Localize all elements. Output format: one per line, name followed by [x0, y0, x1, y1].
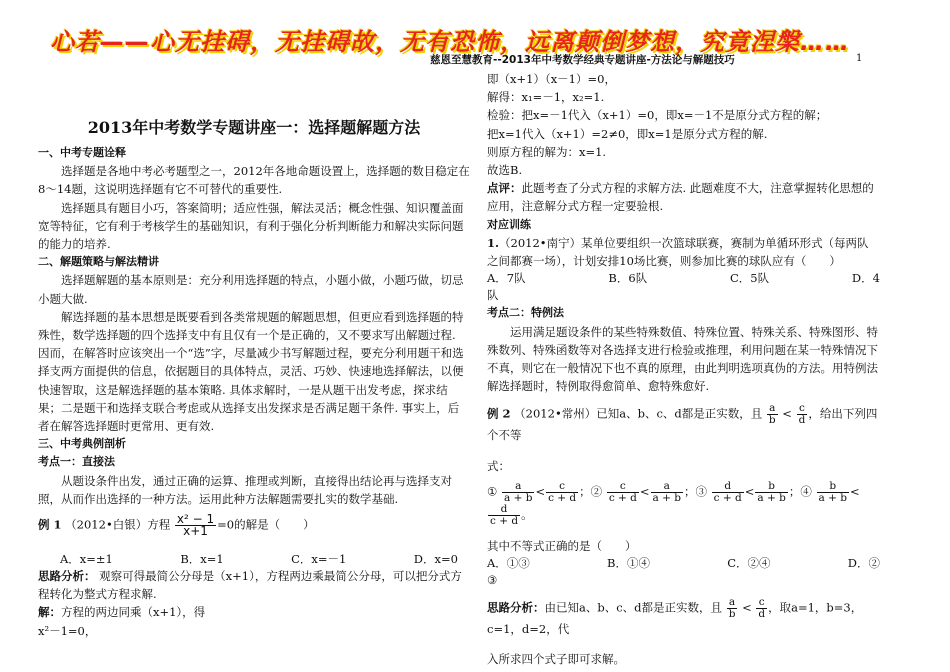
marker: 。 — [521, 507, 533, 522]
denominator: d — [798, 414, 806, 427]
comment — [487, 179, 880, 215]
marker: ；② — [579, 484, 603, 499]
paragraph: 选择题是各地中考必考题型之一，2012年各地命题设置上，选择题的数目稳定在8～14题，这说明选择题有它不可替代的重要性. — [38, 164, 470, 197]
paragraph: 选择题具有题目小巧，答案简明；适应性强，解法灵活；概念性强、知识覆盖面宽等特征，它有利于考核学生的基础知识，有利于强化分析判断能力和解决实际问题的能力的培养. — [38, 200, 464, 252]
analysis-2-cont: 入所求四个式子即可求解。 — [487, 652, 625, 667]
option-d: D．x=0 — [413, 552, 458, 567]
solution-step: 则原方程的解为：x=1. — [487, 144, 607, 159]
numerator: a — [663, 479, 670, 492]
page-number: 1 — [856, 53, 863, 64]
paragraph: 运用满足题设条件的某些特殊数值、特殊位置、特殊关系、特殊图形、特殊数列、特殊函数等对各选择支进行检验或推理，利用问题在某一特殊情况下不真，则它在一般情况下也不真的原理，由此判明选项真伪的方法。用特例法解选择题时，特例取得愈简单、愈特殊愈好. — [487, 324, 878, 394]
section-1-heading: 一、中考专题诠释 — [38, 146, 126, 159]
example-2-options — [487, 555, 880, 571]
denominator: a + b — [652, 491, 681, 504]
solution-text: 方程的两边同乘（x+1），得 — [61, 605, 206, 620]
option-a: A．7队 — [487, 271, 526, 286]
less-than: < — [742, 600, 752, 615]
fraction — [817, 481, 849, 504]
equation-rhs: =0 — [217, 517, 235, 532]
example-question: 的解是（ ） — [234, 517, 315, 532]
marker: ；③ — [684, 484, 707, 499]
analysis-text: 观察可得最简公分母是（x+1），方程两边乘最简公分母，可以把分式方程转化为整式方程求解. — [38, 569, 462, 602]
option-a: A．①③ — [487, 556, 530, 571]
comment-label: 点评： — [487, 181, 522, 196]
example-1-options — [38, 551, 470, 567]
comment-text: 此题考查了分式方程的求解方法. 此题难度不大，注意掌握转化思想的应用，注意解分式方程一定要验根. — [487, 181, 874, 214]
analysis — [38, 567, 470, 603]
solution-step: 即（x+1）（x－1）=0， — [487, 72, 616, 86]
fraction — [502, 481, 534, 504]
topic-2-heading: 考点二：特例法 — [487, 306, 564, 320]
numerator: a — [769, 402, 776, 415]
less-than: < — [744, 484, 755, 499]
numerator: b — [768, 479, 775, 492]
analysis-label: 思路分析： — [487, 600, 545, 615]
example-text: ，给出下列四个不等 — [487, 406, 878, 443]
numerator: d — [724, 479, 732, 492]
solution-step: 解得：x₁=－1，x₂=1. — [487, 90, 605, 105]
example-1 — [38, 514, 470, 537]
fraction-c-d — [756, 597, 767, 620]
example-label: 例 1 — [38, 517, 62, 532]
analysis-text: 由已知a、b、c、d都是正实数，且 — [544, 600, 723, 615]
which-question: 其中不等式正确的是（ ） — [487, 538, 637, 553]
solution-step: 故选B. — [487, 163, 523, 178]
numerator: a — [728, 596, 736, 609]
denominator: c + d — [548, 491, 577, 504]
numerator: d — [500, 502, 508, 515]
question-text: （2012•南宁）某单位要组织一次篮球联赛，赛制为单循环形式（每两队之间都赛一场），计划安排10场比赛，则参加比赛的球队应有（ ） — [487, 235, 869, 269]
marker: ① — [487, 484, 498, 499]
fraction — [607, 481, 639, 504]
fraction — [712, 481, 744, 504]
left-column — [38, 60, 470, 640]
banner-motto: 心若——心无挂碍，无挂碍故，无有恐怖，远离颠倒梦想，究竟涅槃…… — [50, 28, 850, 56]
fraction — [755, 481, 787, 504]
fraction-a-b — [767, 403, 778, 426]
denominator: a + b — [503, 491, 533, 504]
option-c: C．5队 — [730, 271, 770, 286]
practice-heading: 对应训练 — [487, 217, 531, 231]
denominator: b — [768, 414, 776, 427]
analysis-text: ，取a=1，b=3，c=1，d=2，代 — [487, 600, 863, 637]
denominator: b — [728, 608, 736, 621]
example-label: 例 2 — [487, 406, 511, 421]
right-column — [487, 70, 880, 669]
fraction-c-d — [797, 403, 808, 426]
fraction-a-b — [727, 597, 738, 620]
denominator: c + d — [713, 491, 742, 504]
option-b: B．6队 — [608, 271, 648, 286]
solution — [38, 603, 470, 621]
page-header: 慈恩至慧教育--2013年中考数学经典专题讲座-方法论与解题技巧 — [430, 54, 735, 66]
practice-1-options — [487, 270, 880, 286]
denominator: x+1 — [175, 525, 216, 537]
solution-step: 把x=1代入（x+1）=2≠0，即x=1是原分式方程的解. — [487, 126, 768, 141]
numerator: c — [758, 596, 765, 609]
example-source: （2012•白银）方程 — [65, 517, 171, 532]
option-d: D．4 — [851, 271, 880, 286]
option-d-tail: 队 — [487, 288, 499, 303]
topic-1-heading: 考点一：直接法 — [38, 455, 115, 469]
paragraph: 从题设条件出发，通过正确的运算、推理或判断，直接得出结论再与选择支对照，从而作出选择的一种方法。运用此种方法解题需要扎实的数学基础. — [38, 473, 452, 506]
denominator: c + d — [608, 491, 637, 504]
option-b: B．x=1 — [180, 552, 224, 567]
option-c: C．x=－1 — [291, 552, 347, 567]
less-than: < — [639, 484, 650, 499]
option-d: D．② — [847, 556, 880, 571]
fraction — [546, 481, 578, 504]
paragraph: 选择题解题的基本原则是：充分利用选择题的特点，小题小做，小题巧做，切忌小题大做. — [38, 273, 464, 306]
analysis-2 — [487, 597, 880, 638]
denominator: a + b — [818, 491, 847, 504]
fraction — [651, 481, 683, 504]
numerator: x² − 1 — [176, 512, 215, 527]
option-b: B．①④ — [607, 556, 650, 571]
solution-label: 解： — [38, 605, 61, 620]
numerator: c — [559, 479, 566, 492]
option-a: A．x=±1 — [60, 552, 113, 567]
less-than: < — [535, 484, 546, 499]
section-3-heading: 三、中考典例剖析 — [38, 437, 126, 451]
page-title: 2013年中考数学专题讲座一：选择题解题方法 — [87, 118, 421, 137]
numerator: c — [799, 402, 805, 415]
question-number: 1. — [487, 235, 500, 250]
fraction — [488, 504, 520, 527]
practice-question-1 — [487, 234, 880, 270]
numerator: a — [515, 479, 522, 492]
marker: ；④ — [788, 484, 812, 499]
option-d-tail: ③ — [487, 573, 498, 588]
option-c: C．②④ — [727, 556, 771, 571]
section-2-heading: 二、解题策略与解法精讲 — [38, 255, 159, 269]
denominator: a + b — [757, 491, 786, 504]
less-than: < — [782, 406, 792, 421]
solution-step: 检验：把x=－1代入（x+1）=0，即x=－1不是原分式方程的解； — [487, 108, 828, 123]
example-2 — [487, 403, 880, 444]
example-2-cont: 式： — [487, 458, 510, 473]
paragraph: 解选择题的基本思想是既要看到各类常规题的解题思想，但更应看到选择题的特殊性，数学选择题的四个选择支中有且仅有一个是正确的，又不要求写出解题过程. 因而，在解答时应该突出一个“选”字，尽量减少书写解题过程，要充分利用题干和选择支两方面提供的信息，依据题目的具体特点，灵活、巧妙、快速地选择解法，以便快速智取，这是解选择题的基本策略. 具体求解时，一是从题干出发考虑，探求结果；二是题干和选择支联合考虑或从选择支出发探求是否满足题干条件. 事实上，后者在解答选择题时更常用、更有效. — [38, 309, 464, 434]
denominator: d — [758, 608, 766, 621]
equation-fraction — [175, 514, 216, 537]
inequalities-row — [487, 481, 880, 527]
analysis-label: 思路分析： — [38, 569, 96, 584]
solution-equation: x²－1=0， — [38, 623, 97, 638]
example-source: （2012•常州）已知a、b、c、d都是正实数，且 — [514, 406, 763, 421]
numerator: b — [829, 479, 837, 492]
denominator: c + d — [490, 514, 519, 527]
less-than: < — [849, 484, 860, 499]
numerator: c — [619, 479, 626, 492]
